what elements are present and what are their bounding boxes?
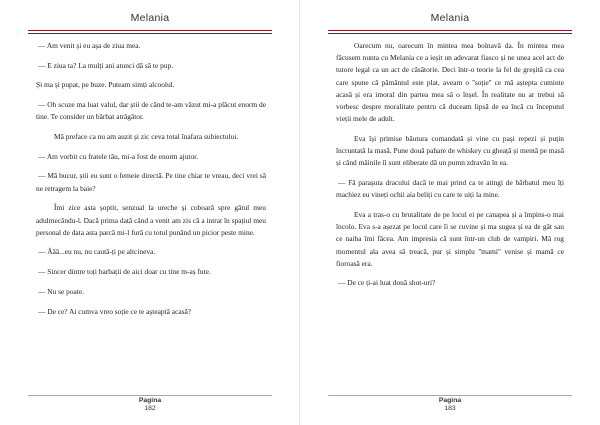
paragraph: — Mă bucur, știi eu sunt o femeie directă. Pe tine chiar te vreau, deci vrei să ne retragem la baie? — [36, 171, 266, 193]
paragraph: — E ziua ta? La mulți ani atunci dă să te pup. — [38, 60, 174, 70]
page-footer — [120, 397, 180, 413]
paragraph: — Nu se poate. — [38, 286, 84, 296]
paragraph: — Sincer dintre toți barbații de aici doar cu tine m-aș fute. — [38, 267, 211, 277]
paragraph: — Am venit și eu așa de ziua mea. — [38, 41, 141, 50]
header-rule-secondary — [28, 33, 272, 34]
page-header: Melania — [130, 12, 170, 24]
footer-rule — [28, 395, 272, 396]
header-rule — [328, 30, 572, 31]
footer-label: Pagina — [138, 397, 162, 404]
paragraph: — Oh scuze ma luat valul, dar știi de când te-am văzut mi-a plăcut enorm de tine. Te consider un bărbat atrăgător. — [36, 100, 266, 122]
paragraph: Mă preface ca nu am auzit și zic ceva total înafara subiectului. — [54, 132, 239, 142]
paragraph: Îmi zice asta șoptit, senzual la ureche și coboară spre gâtul meu adulmecându-l. Dacă prima dată când a venit am zis că a intrat în spațiul meu personal de data asta parcă mi-l fură cu totul punând un picior peste mine. — [36, 203, 266, 237]
footer-rule — [328, 395, 572, 396]
page-number: 183 — [444, 405, 456, 412]
footer-label: Pagina — [438, 397, 462, 404]
paragraph: — Fă parașuta dracului dacă te mai prind ca te atingi de bărbatul meu îți machiez eu vineți ochii aia beliți cu care te uiți la mine. — [336, 178, 564, 200]
paragraph: — De ce ți-ai luat două shot-uri? — [338, 278, 436, 288]
page-number: 182 — [144, 405, 156, 412]
page-body — [36, 40, 266, 325]
right-page — [300, 0, 600, 425]
page-header: Melania — [430, 12, 470, 24]
page-body — [336, 40, 564, 297]
paragraph: Eva a tras-o cu brutalitate de pe locul ei pe canapea și a împins-o mai încolo. Eva s-a așezat pe locul care îi se cuvine și ma sugea și ea de gât sau ce naiba îmi făcea. Am impresia că sunt într-un club de vampiri. Mă rog momentul ala avea să treacă, pur și simplu ''mami'' venise și mamă ce fioroasă era. — [336, 209, 564, 268]
paragraph: — De ce? Ai cumva vreo soție ce te așteaptă acasă? — [38, 306, 192, 316]
header-rule — [28, 30, 272, 31]
paragraph: Eva își primise băutura comandată și vine cu pași repezi și puțin încruntată la masă. Pune două pahare de whiskey cu gheață și mentă pe masă și când mâinile îi sunt eliberate dă un pumn zdravăn în ea. — [336, 133, 564, 168]
header-rule-secondary — [328, 33, 572, 34]
paragraph: — Am vorbit cu fratele tău, mi-a fost de enorm ajutor. — [38, 151, 199, 161]
paragraph: Oarecum nu, oarecum în mintea mea bolnavă da. În mintea mea făcusem nunta cu Melania ce a ieșit un adevarat fiasco și ne unea acel act de tutore legal ca un act de căsătorie. Deci într-o teorie la fel de greșită ca cea care spune că pământul este plat, aveam o ''soție'' ce mă aștepta cuminte acasă și era imoral din partea mea să o înșel. În realitate nu ar trebui să vorbesc despre moralitate pentru că duceam lipsă de ea încă cu începutul vieții mele de adult. — [336, 41, 564, 124]
paragraph: Și ma și pupat, pe buze. Puteam simți alcoolul. — [36, 80, 175, 90]
paragraph: — Ăăă...eu nu, nu caută-ți pe altcineva. — [38, 247, 156, 257]
page-footer — [420, 397, 480, 413]
